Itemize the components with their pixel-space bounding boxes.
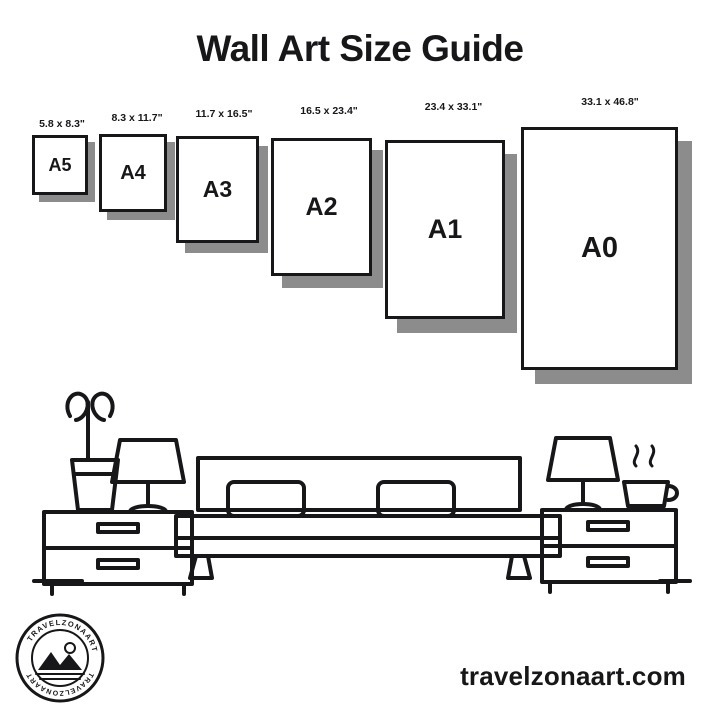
frame-box-a2[interactable] xyxy=(271,138,372,276)
frame-label-a5: A5 xyxy=(48,155,72,175)
vase-with-flowers-icon xyxy=(67,394,118,510)
frame-label-a0: A0 xyxy=(580,232,619,264)
frame-dimension-a5: 5.8 x 8.3" xyxy=(39,118,85,130)
page-title: Wall Art Size Guide xyxy=(196,28,524,69)
left-table-lamp-icon xyxy=(112,440,184,512)
frame-dimension-a0: 33.1 x 46.8" xyxy=(581,96,639,108)
frame-label-a2: A2 xyxy=(305,192,338,221)
logo-brand-text-bottom: TRAVELZONAART xyxy=(25,670,95,697)
logo-brand-text-top: TRAVELZONAART xyxy=(25,617,100,654)
bed-icon xyxy=(176,458,560,578)
frame-label-a3: A3 xyxy=(202,176,233,202)
frame-dimension-a4: 8.3 x 11.7" xyxy=(111,112,163,124)
coffee-cup-icon xyxy=(624,446,677,506)
frame-box-a0[interactable] xyxy=(521,127,678,370)
frame-dimension-a3: 11.7 x 16.5" xyxy=(195,108,253,120)
right-table-lamp-icon xyxy=(548,438,618,510)
mountain-sun-badge-icon xyxy=(14,612,106,704)
frame-box-a4[interactable] xyxy=(99,134,167,212)
frame-dimension-a1: 23.4 x 33.1" xyxy=(424,101,483,113)
website-url[interactable]: travelzonaart.com xyxy=(460,661,686,691)
frame-box-a3[interactable] xyxy=(176,136,259,243)
frame-box-a5[interactable] xyxy=(32,135,88,195)
frame-label-a4: A4 xyxy=(120,162,146,184)
bedroom-scene-svg xyxy=(0,378,720,603)
right-nightstand-icon xyxy=(542,510,676,592)
brand-logo[interactable] xyxy=(14,612,106,704)
frame-box-a1[interactable] xyxy=(385,140,505,319)
frame-label-a1: A1 xyxy=(427,214,463,244)
frame-dimension-a2: 16.5 x 23.4" xyxy=(300,105,358,117)
bedroom-scene-illustration xyxy=(0,378,720,603)
